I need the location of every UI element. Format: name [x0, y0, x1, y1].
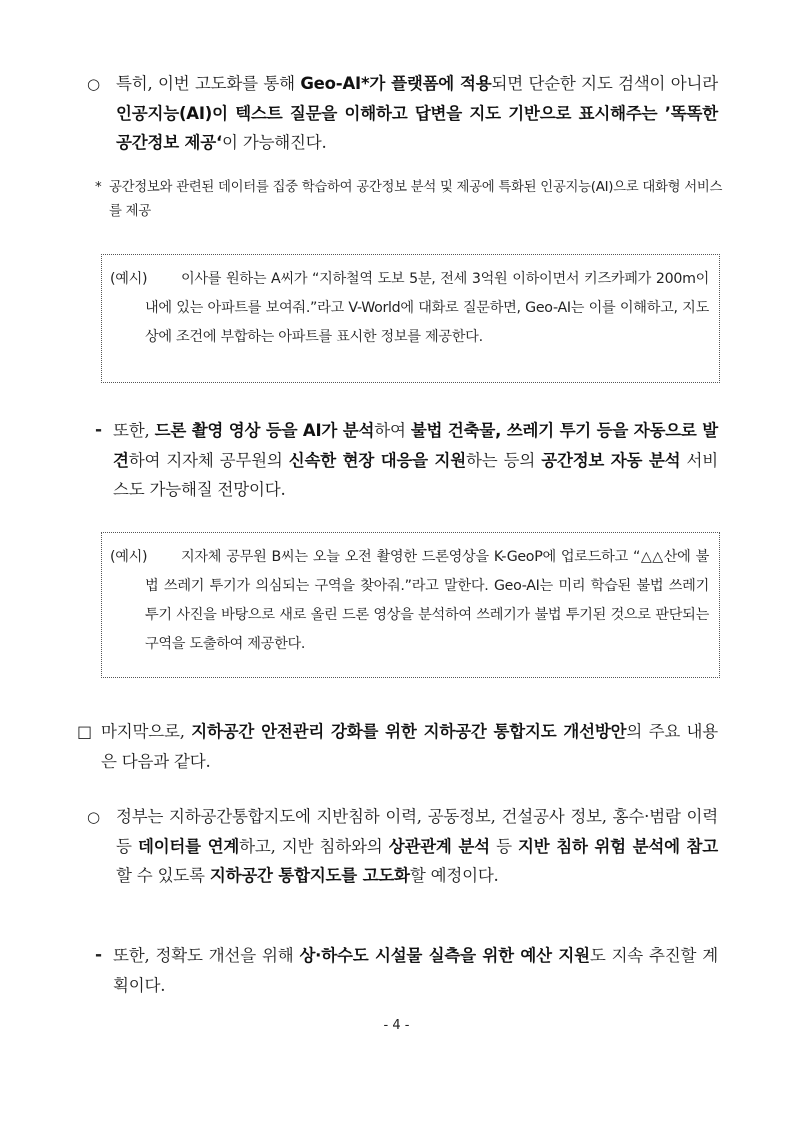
example-box-2 — [101, 532, 720, 678]
dash-bullet: - — [95, 945, 103, 965]
page-number: - 4 - — [383, 1018, 410, 1033]
paragraph-underground-map: 마지막으로, 지하공간 안전관리 강화를 위한 지하공간 통합지도 개선방안의 주요 내용은 다음과 같다. — [101, 722, 718, 771]
example-prefix: (예시) — [110, 549, 148, 565]
footnote-text: 공간정보와 관련된 데이터를 집중 학습하여 공간정보 분석 및 제공에 특화된 인공지능(AI)으로 대화형 서비스를 제공 — [109, 180, 723, 219]
footnote-asterisk: * — [95, 180, 102, 195]
dash-bullet: - — [95, 420, 103, 440]
paragraph-budget-support: 또한, 정확도 개선을 위해 상·하수도 시설물 실측을 위한 예산 지원도 지속 추진할 계획이다. — [113, 946, 718, 995]
paragraph-government-plan: 정부는 지하공간통합지도에 지반침하 이력, 공동정보, 건설공사 정보, 홍수·범람 이력 등 데이터를 연계하고, 지반 침하와의 상관관계 분석 등 지반 침하 위험 분석에 참고할 수 있도록 지하공간 통합지도를 고도화할 예정이다. — [116, 807, 718, 885]
bold-geo-ai-applied: Geo-AI*가 플랫폼에 적용 — [300, 74, 492, 93]
example-text: 이사를 원하는 A씨가 “지하철역 도보 5분, 전세 3억원 이하이면서 키즈카페가 200m이내에 있는 아파트를 보여줘.”라고 V-World에 대화로 질문하면, Geo-AI는 이를 이해하고, 지도 상에 조건에 부합하는 아파트를 표시한 정보를 제공한다. — [145, 271, 709, 345]
circle-bullet: ○ — [87, 75, 101, 93]
paragraph-geo-ai: 특히, 이번 고도화를 통해 Geo-AI*가 플랫폼에 적용되면 단순한 지도 검색이 아니라 인공지능(AI)이 텍스트 질문을 이해하고 답변을 지도 기반으로 표시해주는 ’똑똑한 공간정보 제공‘이 가능해진다. — [116, 74, 718, 152]
footnote — [95, 176, 725, 224]
example-text: 지자체 공무원 B씨는 오늘 오전 촬영한 드론영상을 K-GeoP에 업로드하고 “△△산에 불법 쓰레기 투기가 의심되는 구역을 찾아줘.”라고 말한다. Geo-AI는 미리 학습된 불법 쓰레기 투기 사진을 바탕으로 새로 올린 드론 영상을 분석하여 쓰레기가 불법 투기된 것으로 판단되는 구역을 도출하여 제공한다. — [145, 549, 709, 652]
square-bullet: □ — [77, 722, 93, 741]
example-box-1 — [101, 254, 720, 383]
circle-bullet: ○ — [87, 808, 101, 826]
paragraph-drone-analysis: 또한, 드론 촬영 영상 등을 AI가 분석하여 불법 건축물, 쓰레기 투기 등을 자동으로 발견하여 지자체 공무원의 신속한 현장 대응을 지원하는 등의 공간정보 자동 분석 서비스도 가능해질 전망이다. — [113, 421, 718, 499]
bold-smart-spatial-info: 인공지능(AI)이 텍스트 질문을 이해하고 답변을 지도 기반으로 표시해주는 ’똑똑한 공간정보 제공‘ — [116, 103, 718, 152]
example-prefix: (예시) — [110, 271, 148, 287]
